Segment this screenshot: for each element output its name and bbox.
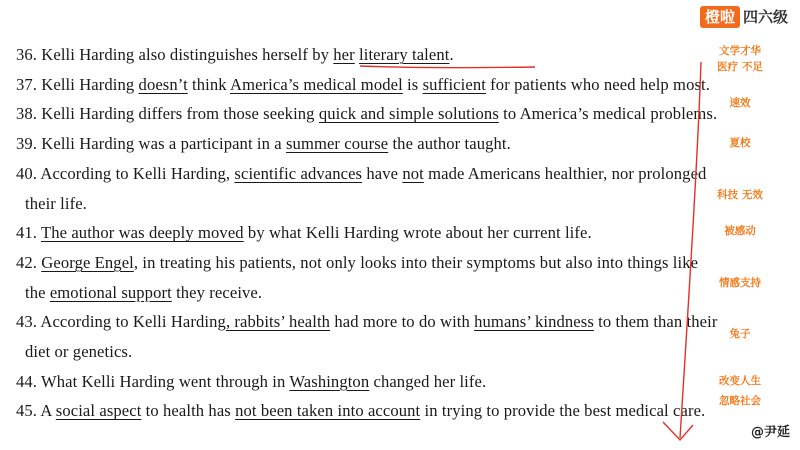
question-text: is (402, 74, 423, 94)
question-text: to them than their (593, 312, 718, 332)
underlined-phrase: emotional support (49, 282, 172, 302)
margin-note: 忽略社会 (719, 395, 761, 407)
question-text: What Kelli Harding went through in (37, 371, 290, 391)
question-text: According to Kelli Harding (37, 312, 226, 332)
brand-logo: 橙啦 (700, 6, 740, 28)
underlined-phrase: not (402, 163, 424, 183)
margin-note: 速效 (729, 97, 751, 109)
question-42 (16, 248, 796, 307)
question-text: by what Kelli Harding wrote about her current life. (243, 223, 592, 243)
question-text: the (25, 282, 50, 302)
question-number: 39. (16, 134, 38, 154)
question-text: Kelli Harding also distinguishes herself by (37, 45, 334, 64)
question-continuation (16, 189, 796, 219)
question-text: in trying to provide the best medical care. (420, 401, 706, 421)
question-text: Kelli Harding was a participant in a (37, 134, 286, 154)
margin-note: 兔子 (729, 328, 751, 340)
underlined-phrase: literary talent (359, 45, 450, 64)
question-39 (16, 129, 796, 159)
question-continuation (16, 278, 796, 308)
underlined-phrase: her (333, 45, 355, 64)
question-44 (16, 367, 796, 397)
question-43 (16, 307, 796, 366)
question-text: have (362, 163, 403, 183)
question-number: 42. (16, 252, 38, 272)
question-text: . (449, 45, 454, 64)
margin-note: 文学才华 (719, 45, 761, 57)
question-text: the author taught. (388, 134, 511, 154)
question-38 (16, 99, 796, 129)
brand-text: 四六级 (742, 8, 788, 26)
question-text: A (37, 401, 56, 421)
question-text: think (187, 74, 230, 94)
question-text: According to Kelli Harding, (37, 163, 235, 183)
underlined-phrase: summer course (286, 134, 389, 154)
underlined-phrase: social aspect (55, 401, 142, 421)
underlined-phrase: America’s medical model (230, 74, 403, 94)
question-number: 41. (16, 223, 38, 243)
underlined-phrase: sufficient (422, 74, 486, 94)
underlined-phrase: doesn’t (138, 74, 188, 94)
underlined-phrase: Washington (289, 371, 370, 391)
question-number: 36. (16, 45, 38, 64)
underlined-phrase: , rabbits’ health (225, 312, 331, 332)
underlined-phrase: humans’ kindness (474, 312, 594, 332)
question-41 (16, 218, 796, 248)
question-number: 45. (16, 401, 38, 421)
question-number: 38. (16, 104, 38, 124)
question-text: to health has (141, 401, 236, 421)
question-text: had more to do with (330, 312, 475, 332)
question-36 (16, 40, 796, 70)
question-number: 43. (16, 312, 38, 332)
question-text: changed her life. (369, 371, 487, 391)
question-text: made Americans healthier, nor prolonged (423, 163, 707, 183)
question-37 (16, 70, 796, 100)
margin-note: 改变人生 (719, 375, 761, 387)
underlined-phrase: not been taken into account (235, 401, 421, 421)
question-continuation (16, 337, 796, 367)
question-40 (16, 159, 796, 218)
question-text: diet or genetics. (25, 342, 133, 362)
margin-note: 医疗 不足 (717, 61, 763, 73)
question-45 (16, 396, 796, 426)
brand-header (700, 6, 788, 28)
question-number: 44. (16, 371, 38, 391)
margin-note: 科技 无效 (717, 189, 763, 201)
question-text: Kelli Harding differs from those seeking (37, 104, 319, 124)
question-number: 40. (16, 163, 38, 183)
underlined-phrase: George Engel (41, 252, 134, 272)
question-text: for patients who need help most. (485, 74, 710, 94)
question-list (16, 40, 796, 426)
margin-note: 情感支持 (719, 277, 761, 289)
underlined-phrase: The author was deeply moved (41, 223, 244, 243)
question-text: to America’s medical problems. (498, 104, 718, 124)
underlined-phrase: scientific advances (234, 163, 363, 183)
question-text: they receive. (171, 282, 263, 302)
author-watermark: @尹延 (750, 425, 790, 440)
question-text: Kelli Harding (37, 74, 139, 94)
margin-note: 夏校 (729, 137, 751, 149)
underlined-phrase: quick and simple solutions (318, 104, 499, 124)
question-number: 37. (16, 74, 38, 94)
question-text: their life. (25, 193, 87, 213)
margin-note: 被感动 (724, 225, 756, 237)
question-text: , in treating his patients, not only looks into their symptoms but also into things like (133, 252, 699, 272)
